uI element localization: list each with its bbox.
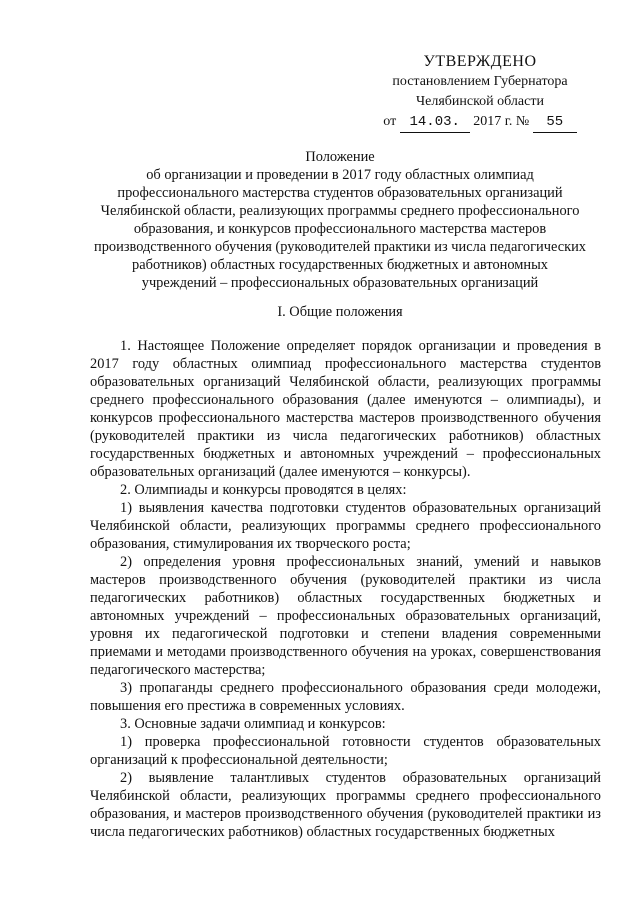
document-title xyxy=(80,148,600,292)
section-heading: I. Общие положения xyxy=(277,304,403,320)
document-body xyxy=(90,337,601,841)
title-line: производственного обучения (руководителей практики из числа педагогических xyxy=(94,239,586,255)
approval-number: 55 xyxy=(533,112,577,133)
approval-year: 2017 г. № xyxy=(473,114,530,129)
paragraph: 2) выявление талантливых студентов образовательных организаций Челябинской области, реализующих программы среднего профессионального образования, и мастеров производственного обучения (руководителей практики из числа педагогических работников) областных государственных бюджетных xyxy=(90,770,601,840)
approval-prefix: от xyxy=(383,114,397,129)
title-line: образования, и конкурсов профессионального мастерства мастеров xyxy=(133,221,547,237)
approval-line-2: Челябинской области xyxy=(416,94,544,109)
title-line: Положение xyxy=(305,149,375,165)
approval-date: 14.03. xyxy=(400,112,470,133)
paragraph: 2. Олимпиады и конкурсы проводятся в целях: xyxy=(120,482,407,498)
paragraph: 1. Настоящее Положение определяет порядок организации и проведения в 2017 году областных олимпиад профессионального мастерства студентов образовательных организаций Челябинской области, реализующих программы среднего профессионального образования (далее именуются – олимпиады), и конкурсов профессионального мастерства мастеров производственного обучения (руководителей практики из числа педагогических работников) областных государственных бюджетных и автономных учреждений – профессиональных образовательных организаций (далее именуются – конкурсы). xyxy=(90,338,601,480)
paragraph: 1) выявления качества подготовки студентов образовательных организаций Челябинской области, реализующих программы среднего профессионального образования, стимулирования их творческого роста; xyxy=(90,500,601,552)
approval-line-1: постановлением Губернатора xyxy=(392,74,568,89)
title-line: работников) областных государственных бюджетных и автономных xyxy=(132,257,548,273)
approval-stamp xyxy=(380,52,580,133)
approval-title: УТВЕРЖДЕНО xyxy=(423,53,537,70)
title-line: учреждений – профессиональных образовательных организаций xyxy=(141,275,539,291)
title-line: профессионального мастерства студентов образовательных организаций xyxy=(117,185,563,201)
title-line: об организации и проведении в 2017 году областных олимпиад xyxy=(146,167,534,183)
paragraph: 3. Основные задачи олимпиад и конкурсов: xyxy=(120,716,386,732)
approval-date-line xyxy=(380,112,580,133)
paragraph: 2) определения уровня профессиональных знаний, умений и навыков мастеров производственного обучения (руководителей практики из числа педагогических работников) областных государственных бюджетных и автономных учреждений – профессиональных образовательных организаций, уровня их педагогической подготовки и степени владения современными приемами и методами производственного обучения на уроках, совершенствования педагогического мастерства; xyxy=(90,554,601,678)
paragraph: 3) пропаганды среднего профессионального образования среди молодежи, повышения его престижа в современных условиях. xyxy=(90,680,601,714)
paragraph: 1) проверка профессиональной готовности студентов образовательных организаций к профессиональной деятельности; xyxy=(90,734,601,768)
title-line: Челябинской области, реализующих программы среднего профессионального xyxy=(100,203,580,219)
